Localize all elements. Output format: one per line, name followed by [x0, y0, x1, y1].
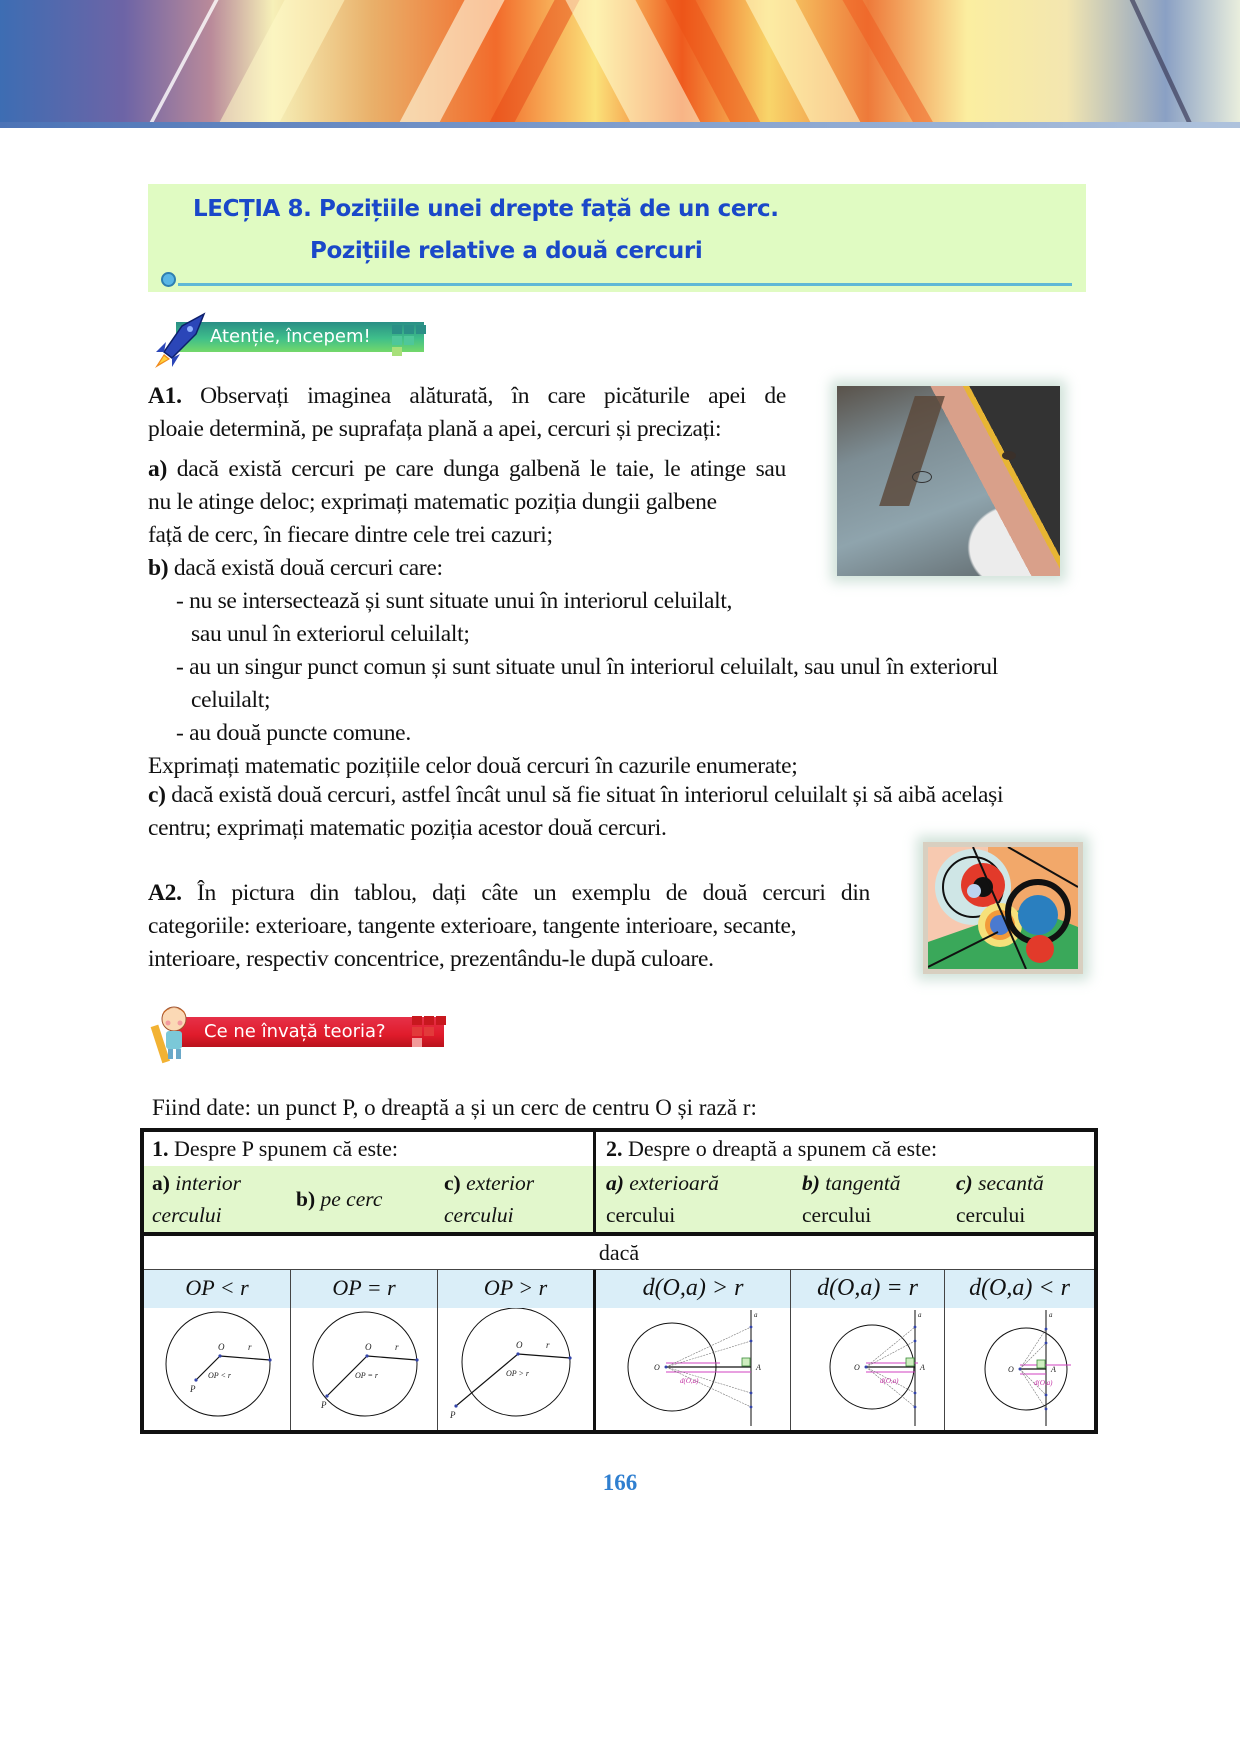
a2-label: A2. [148, 880, 182, 906]
option-text: tangentă [825, 1171, 901, 1195]
option-letter: a) [152, 1171, 170, 1195]
option-text: cercului [152, 1203, 222, 1227]
a1-b-line [148, 552, 443, 585]
point-option-on-circle [296, 1183, 382, 1215]
option-text: exterioară [629, 1171, 719, 1195]
condition-cell: OP = r [291, 1270, 438, 1308]
radius-label: r [395, 1342, 399, 1352]
a1-line2: ploaie determină, pe suprafața plană a apei, cercuri și precizați: [148, 416, 722, 442]
condition-cell: d(O,a) < r [945, 1270, 1094, 1308]
a1-b-item2-line1: - au un singur punct comun și sunt situate unul în interiorul celuilalt, sau unul în exteriorul [176, 654, 998, 680]
foot-label: A [756, 1363, 761, 1372]
title-underline [178, 283, 1072, 286]
construction-line [866, 1367, 915, 1407]
line-point [750, 1392, 753, 1395]
circle-shape [462, 1308, 570, 1416]
radius-end-point [268, 1358, 271, 1361]
radius-segment [518, 1354, 570, 1358]
a1-c-label: c) [148, 782, 166, 808]
right-angle-mark [906, 1358, 914, 1366]
construction-line [666, 1367, 751, 1393]
distance-label: d(O,a) [880, 1377, 899, 1385]
abstract-circles-painting [923, 842, 1083, 974]
point-label: P [321, 1400, 327, 1410]
point-label: P [450, 1410, 456, 1420]
header-banner-image [0, 0, 1240, 128]
point-p [325, 1394, 328, 1397]
circle-shape [313, 1312, 417, 1416]
line-option-exterior [606, 1167, 719, 1231]
option-text: pe cerc [320, 1187, 383, 1211]
line-header [606, 1136, 937, 1162]
option-letter: c) [956, 1171, 973, 1195]
center-point [1019, 1368, 1022, 1371]
line-point [1045, 1394, 1048, 1397]
a1-a-label: a) [148, 456, 167, 482]
point-p [194, 1378, 197, 1381]
right-angle-mark [742, 1358, 750, 1366]
page-number: 166 [602, 1470, 638, 1495]
construction-line [666, 1367, 751, 1407]
rocket-icon [152, 312, 212, 370]
start-badge-label: Atenție, începem! [176, 322, 424, 352]
center-point [665, 1366, 668, 1369]
a1-a-line1 [148, 453, 786, 486]
center-point [516, 1352, 519, 1355]
a2-line3: interioare, respectiv concentrice, prezentându-le după culoare. [148, 946, 714, 972]
distance-label: d(O,a) [1034, 1379, 1053, 1387]
option-letter: b) [802, 1171, 820, 1195]
a1-a-line2: nu le atinge deloc; exprimați matematic poziția dungii galbene [148, 489, 717, 515]
construction-line [666, 1327, 751, 1367]
table-intro: Fiind date: un punct P, o dreaptă a și un cerc de centru O și rază r: [152, 1095, 757, 1120]
child-with-pencil-icon [150, 1003, 196, 1065]
option-text: secantă [978, 1171, 1044, 1195]
center-label: O [365, 1342, 372, 1352]
radius-segment [220, 1356, 270, 1360]
point-header-text: Despre P spunem că este: [174, 1136, 399, 1161]
point-option-exterior [444, 1167, 534, 1231]
a1-c-text: dacă există două cercuri, astfel încât unul să fie situat în interiorul celuilalt și să aibă același [171, 782, 1004, 808]
a1-b-label: b) [148, 555, 169, 581]
line-point [914, 1340, 917, 1343]
theory-section-badge [150, 1015, 460, 1049]
radius-label: r [546, 1340, 550, 1350]
painting-artwork [928, 847, 1078, 969]
line-header-text: Despre o dreaptă a spunem că este: [628, 1136, 938, 1161]
center-label: O [654, 1363, 660, 1372]
title-bullet-dot [161, 272, 176, 287]
center-label: O [516, 1340, 523, 1350]
condition-cell: OP > r [438, 1270, 593, 1308]
point-p [454, 1404, 457, 1407]
radius-segment [367, 1356, 417, 1360]
point-caption: OP > r [506, 1369, 530, 1378]
a1-label: A1. [148, 383, 182, 409]
a1-a-text: dacă există cercuri pe care dunga galbenă le taie, le atinge sau [176, 456, 787, 482]
option-letter: b) [296, 1187, 316, 1211]
line-point [914, 1392, 917, 1395]
line-label: a [1049, 1311, 1053, 1319]
point-caption: OP = r [355, 1371, 379, 1380]
center-label: O [854, 1363, 860, 1372]
a1-b-item1-line2: sau unul în exteriorul celuilalt; [191, 621, 470, 647]
a1-intro [148, 380, 786, 413]
theory-table [140, 1128, 1098, 1434]
center-point [365, 1354, 368, 1357]
radius-end-point [415, 1358, 418, 1361]
line-option-secant [956, 1167, 1044, 1231]
foot-label: A [1051, 1365, 1056, 1374]
center-point [218, 1354, 221, 1357]
point-header-num: 1. [152, 1136, 169, 1161]
option-text: cercului [606, 1203, 676, 1227]
a1-b-item1-line1: - nu se intersectează și sunt situate unui în interiorul celuilalt, [176, 588, 733, 614]
a1-c-line1 [148, 779, 1003, 812]
condition-cell: OP < r [144, 1270, 291, 1308]
a1-a-line3: față de cerc, în fiecare dintre cele trei cazuri; [148, 522, 553, 548]
center-point [865, 1366, 868, 1369]
a1-c-line2: centru; exprimați matematic poziția acestor două cercuri. [148, 815, 667, 841]
diagrams-layer [144, 1308, 1094, 1430]
point-header [152, 1136, 398, 1162]
option-text: cercului [956, 1203, 1026, 1227]
option-text: cercului [802, 1203, 872, 1227]
a1-b-item2-line2: celuilalt; [191, 687, 271, 713]
option-letter: c) [444, 1171, 461, 1195]
radius-end-point [568, 1356, 571, 1359]
rain-puddle-photo [837, 386, 1060, 576]
distance-label: d(O,a) [680, 1377, 699, 1385]
point-option-interior [152, 1167, 241, 1231]
if-label: dacă [144, 1236, 1094, 1270]
lesson-title-line1: LECȚIA 8. Pozițiile unei drepte față de un cerc. [193, 196, 779, 222]
option-letter: a) [606, 1171, 624, 1195]
line-option-tangent [802, 1167, 901, 1231]
line-label: a [918, 1311, 922, 1319]
center-label: O [218, 1342, 225, 1352]
line-point [1045, 1328, 1048, 1331]
option-text: cercului [444, 1203, 514, 1227]
a1-b-text: dacă există două cercuri care: [173, 555, 443, 581]
line-point [750, 1340, 753, 1343]
line-point [750, 1326, 753, 1329]
line-header-num: 2. [606, 1136, 623, 1161]
line-point [914, 1326, 917, 1329]
line-label: a [754, 1311, 758, 1319]
lesson-title-line2: Pozițiile relative a două cercuri [310, 238, 703, 264]
condition-cell: d(O,a) = r [791, 1270, 945, 1308]
line-point [914, 1406, 917, 1409]
a1-b-item3: - au două puncte comune. [176, 720, 411, 746]
a2-line1 [148, 877, 870, 910]
circle-shape [166, 1312, 270, 1416]
option-text: interior [175, 1171, 241, 1195]
point-caption: OP < r [208, 1371, 232, 1380]
a1-express-line: Exprimați matematic pozițiile celor două cercuri în cazurile enumerate; [148, 753, 798, 779]
line-point [1045, 1342, 1048, 1345]
start-section-badge [152, 320, 442, 354]
foot-label: A [920, 1363, 925, 1372]
option-text: exterior [466, 1171, 535, 1195]
theory-badge-label: Ce ne învață teoria? [170, 1017, 444, 1047]
center-label: O [1008, 1365, 1014, 1374]
right-angle-mark [1037, 1360, 1045, 1368]
construction-line [1020, 1369, 1046, 1409]
condition-cell: d(O,a) > r [596, 1270, 791, 1308]
line-point [750, 1406, 753, 1409]
a2-text: În pictura din tablou, dați câte un exemplu de două cercuri din [197, 880, 871, 906]
radius-label: r [248, 1342, 252, 1352]
line-point [1045, 1408, 1048, 1411]
a1-line1: Observați imaginea alăturată, în care picăturile apei de [200, 383, 787, 409]
a2-line2: categoriile: exterioare, tangente exterioare, tangente interioare, secante, [148, 913, 797, 939]
lesson-title-box [148, 184, 1086, 292]
point-label: P [190, 1384, 196, 1394]
